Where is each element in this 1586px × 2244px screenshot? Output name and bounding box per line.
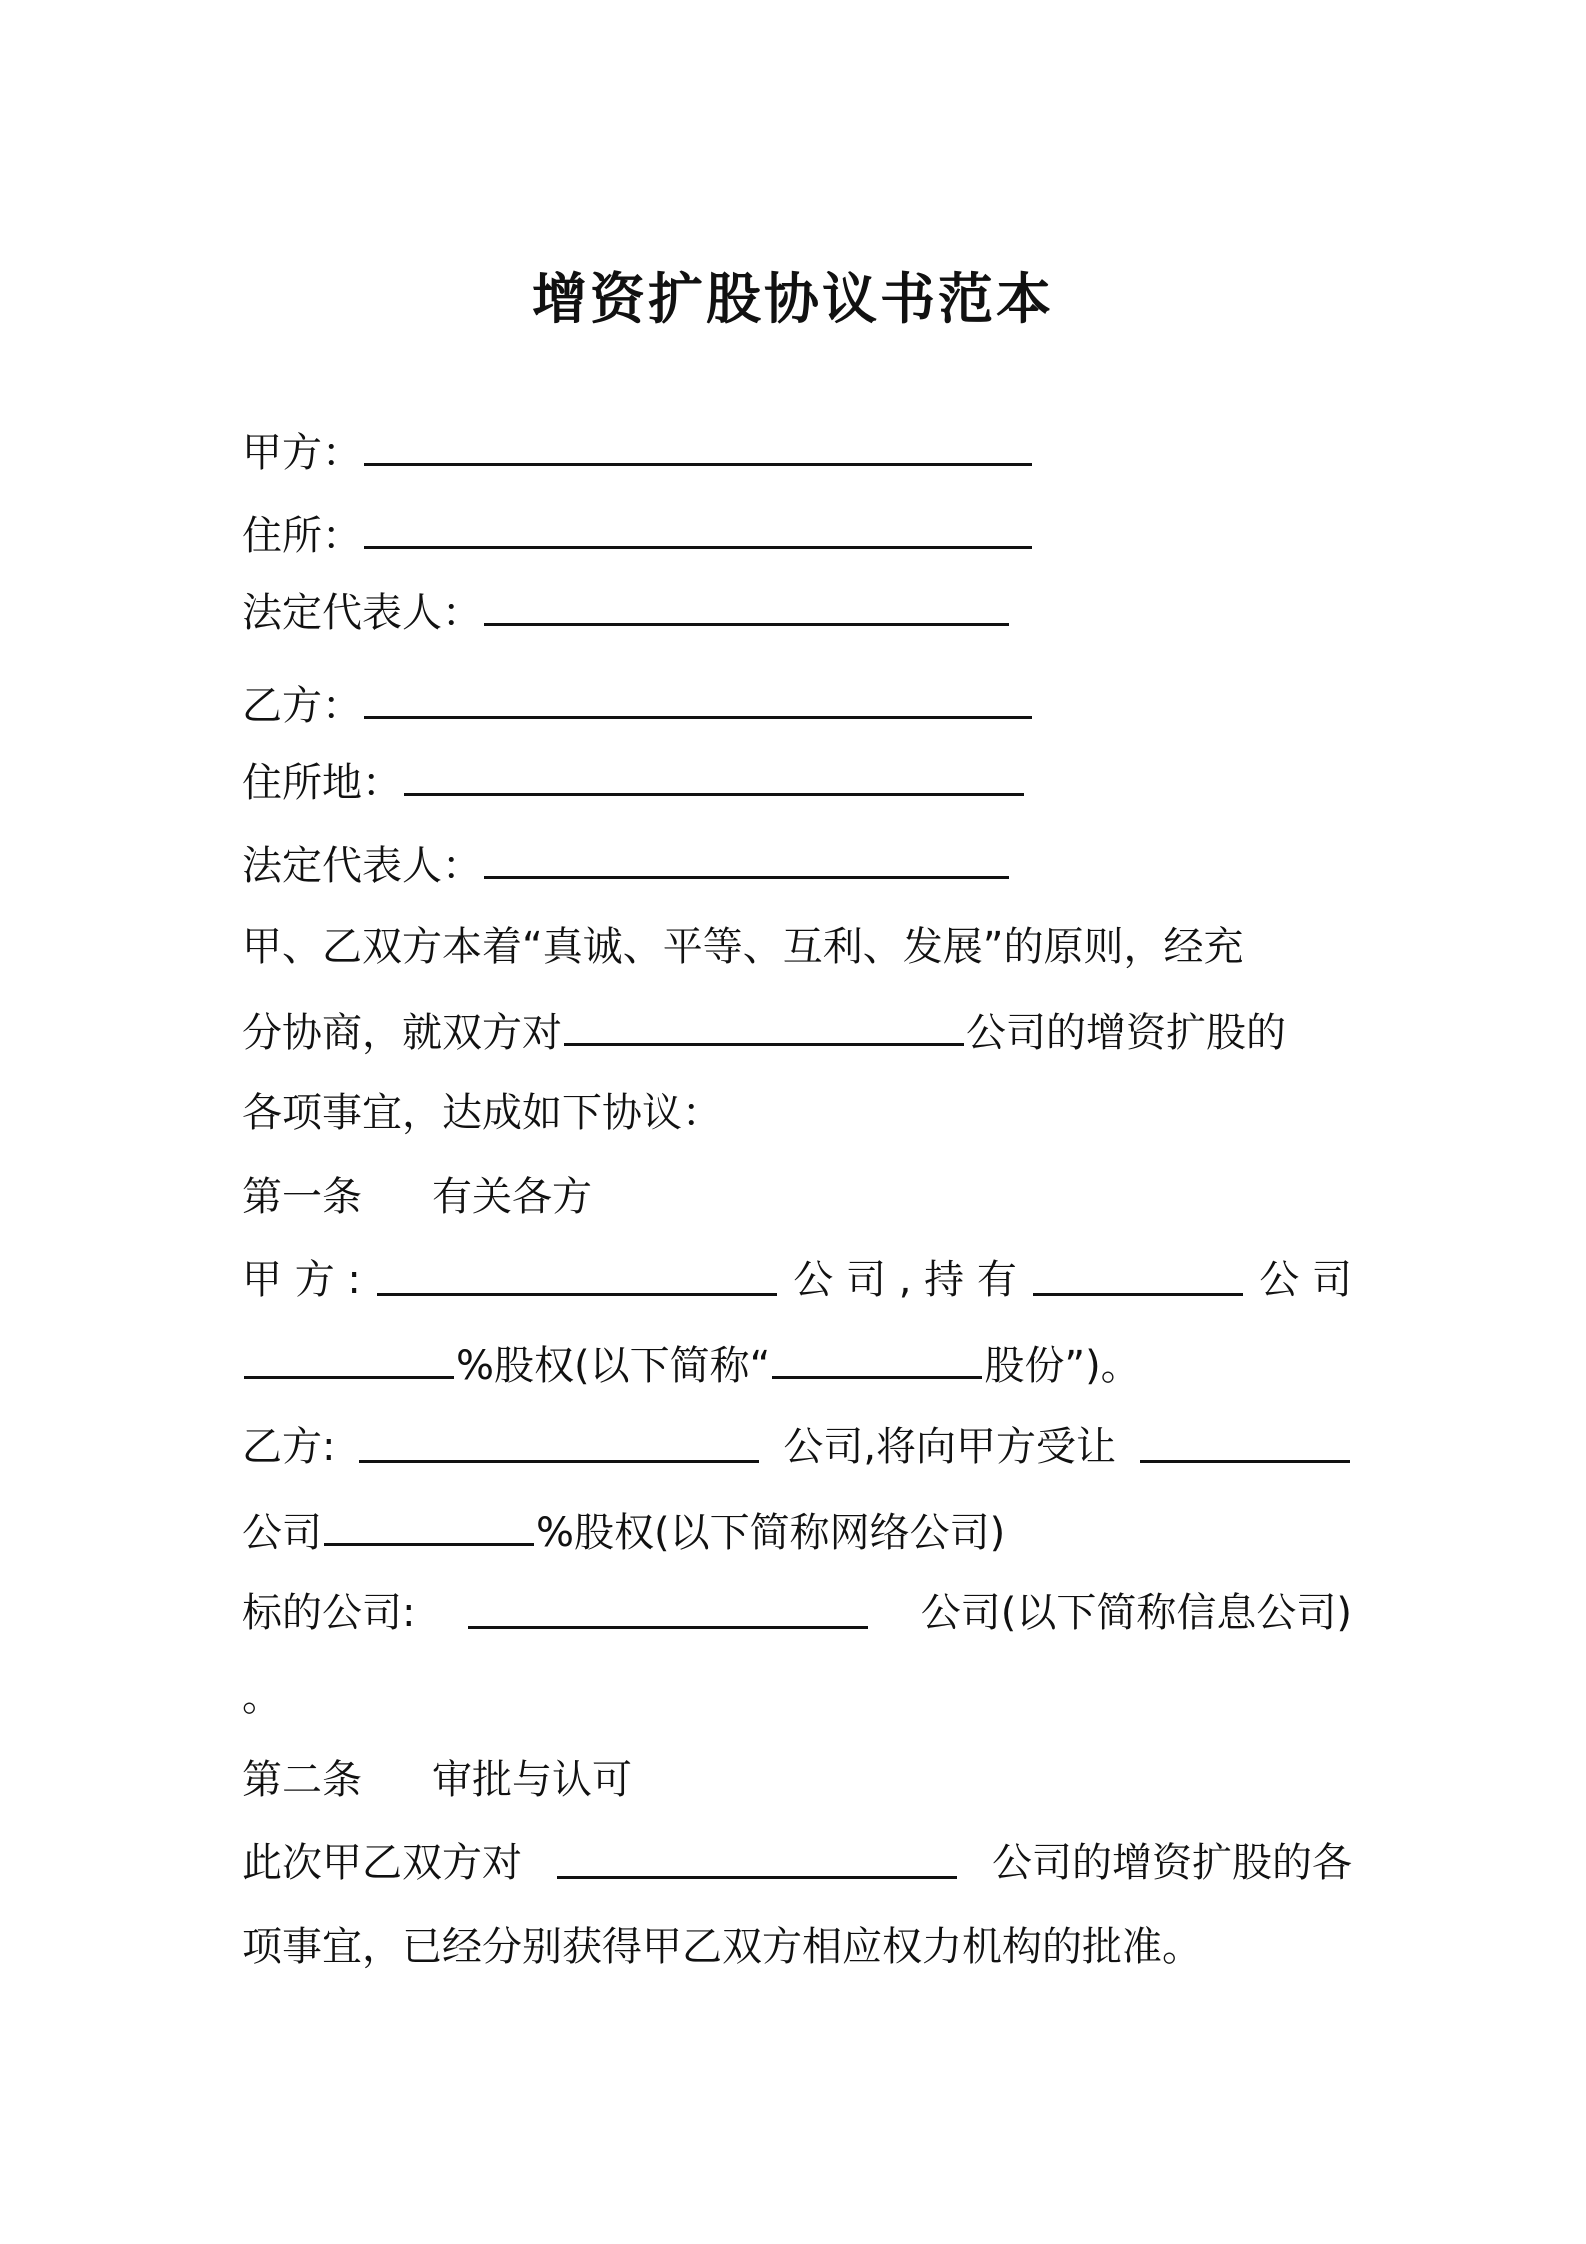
party-b-detail-line-1 <box>242 1422 1352 1472</box>
equity-percent-blank[interactable] <box>244 1338 454 1379</box>
party-a-detail-line-1 <box>242 1255 1352 1305</box>
address-blank[interactable] <box>364 508 1032 549</box>
legal-rep2-blank[interactable] <box>484 838 1009 879</box>
intro-text: 分协商，就双方对 <box>242 1010 562 1056</box>
party-a-blank[interactable] <box>364 425 1032 466</box>
transfer-percent-blank[interactable] <box>324 1505 534 1546</box>
party-a-line <box>242 425 1034 478</box>
clause-text: 公司(以下简称信息公司) <box>920 1590 1352 1636</box>
article-number: 第一条 <box>242 1174 362 1220</box>
party-b-detail-line-2 <box>242 1505 1005 1558</box>
article-2-line-2: 项事宜，已经分别获得甲乙双方相应权力机构的批准。 <box>242 1924 1202 1970</box>
target-company-blank[interactable] <box>468 1588 868 1629</box>
document-title: 增资扩股协议书范本 <box>531 267 1054 331</box>
intro-line-2 <box>242 1005 1286 1058</box>
party-a-company-blank[interactable] <box>377 1255 777 1296</box>
share-name-blank[interactable] <box>772 1338 982 1379</box>
clause-text: %股权(以下简称网络公司) <box>536 1510 1006 1556</box>
held-company-blank[interactable] <box>1033 1255 1243 1296</box>
clause-text: 公司 <box>242 1510 322 1556</box>
intro-text: 公司的增资扩股的 <box>966 1010 1286 1056</box>
clause-text: 公司的增资扩股的各 <box>992 1840 1352 1886</box>
clause-text: 此次甲乙双方对 <box>242 1840 522 1886</box>
legal-rep-label: 法定代表人： <box>242 590 482 636</box>
party-b-company-blank[interactable] <box>359 1422 759 1463</box>
article-2-line-1 <box>242 1838 1352 1888</box>
article-title: 审批与认可 <box>432 1757 632 1803</box>
article-title: 有关各方 <box>432 1174 592 1220</box>
legal-rep2-label: 法定代表人： <box>242 843 482 889</box>
clause-text: 公 司 <box>1259 1257 1352 1303</box>
party-b-blank[interactable] <box>364 678 1032 719</box>
address2-label: 住所地： <box>242 760 402 806</box>
intro-line-3: 各项事宜，达成如下协议： <box>242 1090 722 1136</box>
party-a-label: 甲方： <box>242 430 362 476</box>
legal-rep2-line <box>242 838 1011 891</box>
article-number: 第二条 <box>242 1757 362 1803</box>
intro-company-blank[interactable] <box>564 1005 964 1046</box>
target-company-line <box>242 1588 1352 1638</box>
legal-rep-blank[interactable] <box>484 585 1009 626</box>
address-label: 住所： <box>242 513 362 559</box>
party-b-line <box>242 678 1034 731</box>
clause-text: 股份”)。 <box>984 1343 1141 1389</box>
legal-rep-line <box>242 585 1011 638</box>
address-line <box>242 508 1034 561</box>
clause-text: 公司,将向甲方受让 <box>783 1424 1117 1470</box>
clause-text: 公 司 , 持 有 <box>793 1257 1017 1303</box>
intro-line-1: 甲、乙双方本着“真诚、平等、互利、发展”的原则，经充 <box>242 924 1244 970</box>
address2-blank[interactable] <box>404 755 1024 796</box>
target-company-line-end: 。 <box>242 1674 282 1720</box>
clause-text: %股权(以下简称“ <box>456 1343 771 1389</box>
approval-company-blank[interactable] <box>557 1838 957 1879</box>
transfer-company-blank[interactable] <box>1140 1422 1350 1463</box>
clause-text: 甲 方 : <box>242 1257 361 1303</box>
address2-line <box>242 755 1026 808</box>
party-b-label: 乙方： <box>242 683 362 729</box>
article-1-heading <box>242 1172 592 1222</box>
party-a-detail-line-2 <box>242 1338 1141 1391</box>
clause-text: 标的公司: <box>242 1590 416 1636</box>
clause-text: 乙方: <box>242 1424 336 1470</box>
article-2-heading <box>242 1755 632 1805</box>
